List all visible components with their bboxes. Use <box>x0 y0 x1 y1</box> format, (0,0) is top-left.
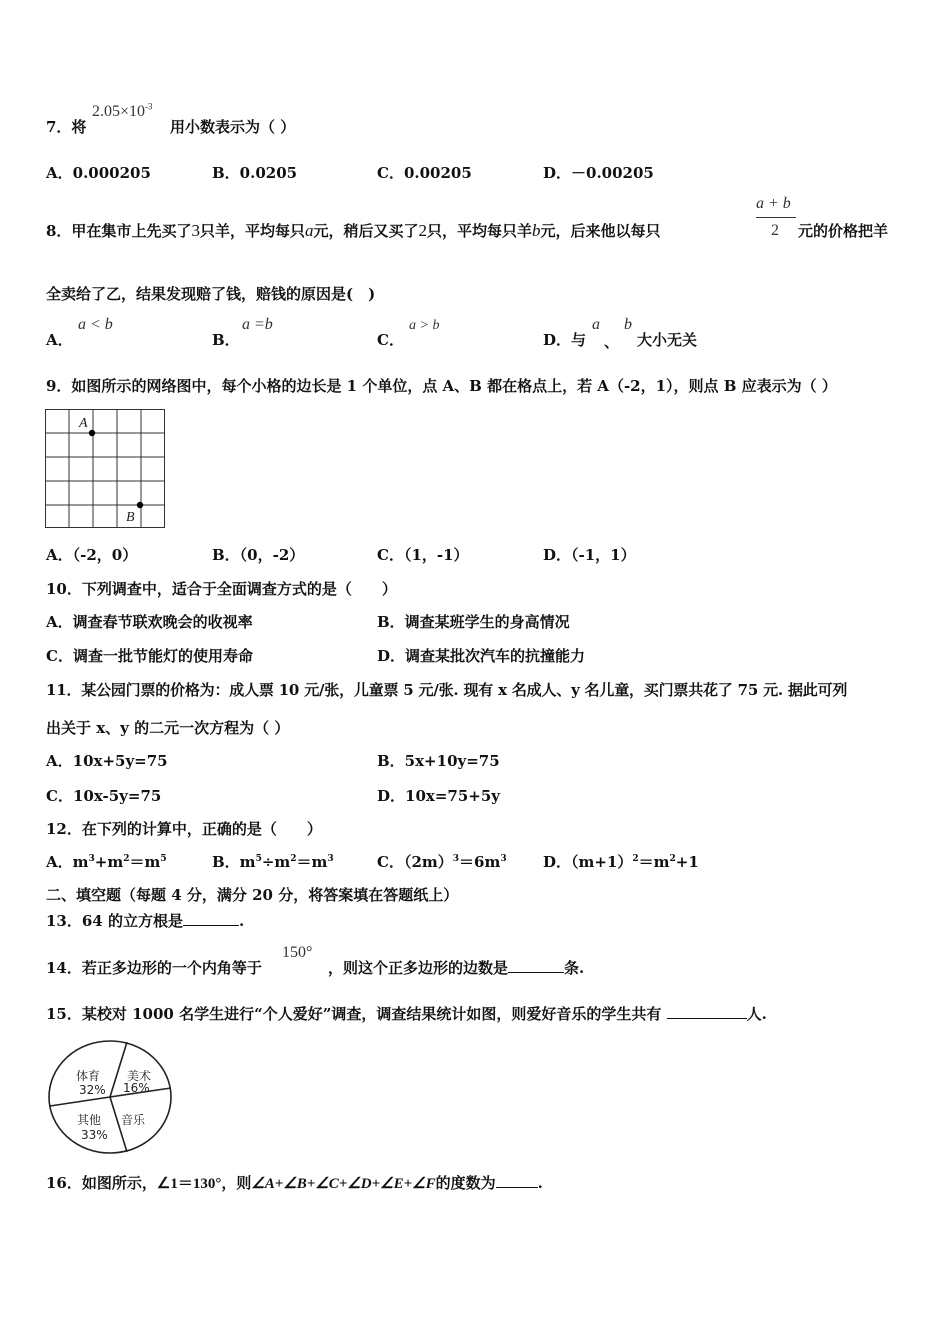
q16-answer-blank[interactable] <box>496 1173 538 1188</box>
q12-stem: 12．在下列的计算中，正确的是（ ） <box>46 820 322 838</box>
q14-stem-tail: ，则这个正多边形的边数是 条. <box>328 959 585 977</box>
point-b-label: B <box>126 510 135 525</box>
q8-option-d-a: a <box>592 316 600 333</box>
q11-option-c: C．10x-5y=75 <box>46 787 162 805</box>
q12-option-d: D．$(m+1)^2=m^2+1$ <box>543 853 699 871</box>
q10-stem: 10．下列调查中，适合于全面调查方式的是（ ） <box>46 580 397 598</box>
q8-fraction-numerator: a + b <box>756 195 791 212</box>
q11-option-a: A．10x+5y=75 <box>46 752 168 770</box>
q15-pie-chart <box>47 1038 177 1158</box>
pie-label-sports: 体育 <box>76 1069 101 1083</box>
pie-pct-other: 33% <box>81 1128 108 1142</box>
q8-stem-tail: 元的价格把羊 <box>798 222 889 240</box>
point-a-label: A <box>79 416 88 431</box>
q12-option-a: A．$m^3+m^2=m^5$ <box>46 853 167 871</box>
q8-stem-line2: 全卖给了乙，结果发现赔了钱，赔钱的原因是( ) <box>46 285 376 303</box>
q10-option-d: D．调查某批次汽车的抗撞能力 <box>377 647 586 665</box>
q7-option-a: A．0.000205 <box>46 164 151 182</box>
q8-stem: 8．甲在集市上先买了3只羊，平均每只a元，稍后又买了2只，平均每只羊b元，后来他以每只 <box>46 221 661 240</box>
q8-option-d-label: D．与 <box>543 331 587 349</box>
q10-option-b: B．调查某班学生的身高情况 <box>377 613 570 631</box>
q9-option-c: C．（1，-1） <box>377 546 469 564</box>
q11-option-d: D．10x=75+5y <box>377 787 500 805</box>
pie-label-music: 音乐 <box>121 1113 146 1127</box>
point-a <box>89 430 95 436</box>
section-2-heading: 二、填空题（每题 4 分，满分 20 分，将答案填在答题纸上） <box>46 886 459 904</box>
q9-option-a: A．（-2，0） <box>46 546 138 564</box>
q8-option-d-b: b <box>624 316 632 333</box>
q10-option-c: C．调查一批节能灯的使用寿命 <box>46 647 253 665</box>
q15-answer-blank[interactable] <box>667 1004 747 1019</box>
q8-option-b-expr: a =b <box>242 316 273 333</box>
pie-label-other: 其他 <box>77 1113 102 1127</box>
q14-stem: 14．若正多边形的一个内角等于 <box>46 959 262 977</box>
point-b <box>137 502 143 508</box>
q16-stem: 16．如图所示，∠1＝130°，则∠A+∠B+∠C+∠D+∠E+∠F的度数为 . <box>46 1174 543 1192</box>
q8-option-d-tail: 大小无关 <box>637 331 698 349</box>
q7-option-d: D．－0.00205 <box>543 164 654 182</box>
q12-option-b: B．$m^5\div m^2=m^3$ <box>212 853 334 871</box>
q8-option-a-label: A． <box>46 331 73 349</box>
q9-grid-figure <box>44 409 166 529</box>
q7-option-b: B．0.0205 <box>212 164 298 182</box>
pie-pct-sports: 32% <box>79 1083 106 1097</box>
q8-option-b-label: B． <box>212 331 240 349</box>
q9-option-b: B．（0，-2） <box>212 546 305 564</box>
q9-option-d: D．（-1，1） <box>543 546 636 564</box>
pie-label-art: 美术 <box>127 1069 152 1083</box>
q8-option-c-expr: a > b <box>409 318 440 333</box>
q13-stem: 13．64 的立方根是 . <box>46 912 245 930</box>
q8-option-c-label: C． <box>377 331 404 349</box>
q14-angle-expression: 150° <box>282 944 313 961</box>
q9-stem: 9．如图所示的网络图中，每个小格的边长是 1 个单位，点 A、B 都在格点上，若 A（-2，1），则点 B 应表示为（ ） <box>46 377 837 395</box>
q15-stem: 15．某校对 1000 名学生进行“个人爱好”调查，调查结果统计如图，则爱好音乐的学生共有 人. <box>46 1005 767 1023</box>
q8-option-d-sep: 、 <box>604 333 620 351</box>
q12-option-c: C．$(2m)^3=6m^3$ <box>377 853 507 871</box>
q8-fraction-denominator: 2 <box>771 222 779 239</box>
q7-expression: $2.05\times 10^{-3}$ <box>92 101 153 120</box>
q13-answer-blank[interactable] <box>183 911 239 926</box>
q10-option-a: A．调查春节联欢晚会的收视率 <box>46 613 253 631</box>
q8-fraction-bar <box>756 217 796 218</box>
q7-stem: 7．将 <box>46 118 87 136</box>
q7-option-c: C．0.00205 <box>377 164 472 182</box>
pie-pct-art: 16% <box>123 1081 150 1095</box>
q11-stem: 11．某公园门票的价格为：成人票 10 元/张，儿童票 5 元/张. 现有 x 名成人、y 名儿童，买门票共花了 75 元. 据此可列 <box>46 681 848 699</box>
q11-stem-line2: 出关于 x、y 的二元一次方程为（ ） <box>46 719 290 737</box>
q8-option-a-expr: a < b <box>78 316 113 333</box>
q14-answer-blank[interactable] <box>508 958 564 973</box>
q7-tail: 用小数表示为（ ） <box>170 118 296 136</box>
q11-option-b: B．5x+10y=75 <box>377 752 500 770</box>
